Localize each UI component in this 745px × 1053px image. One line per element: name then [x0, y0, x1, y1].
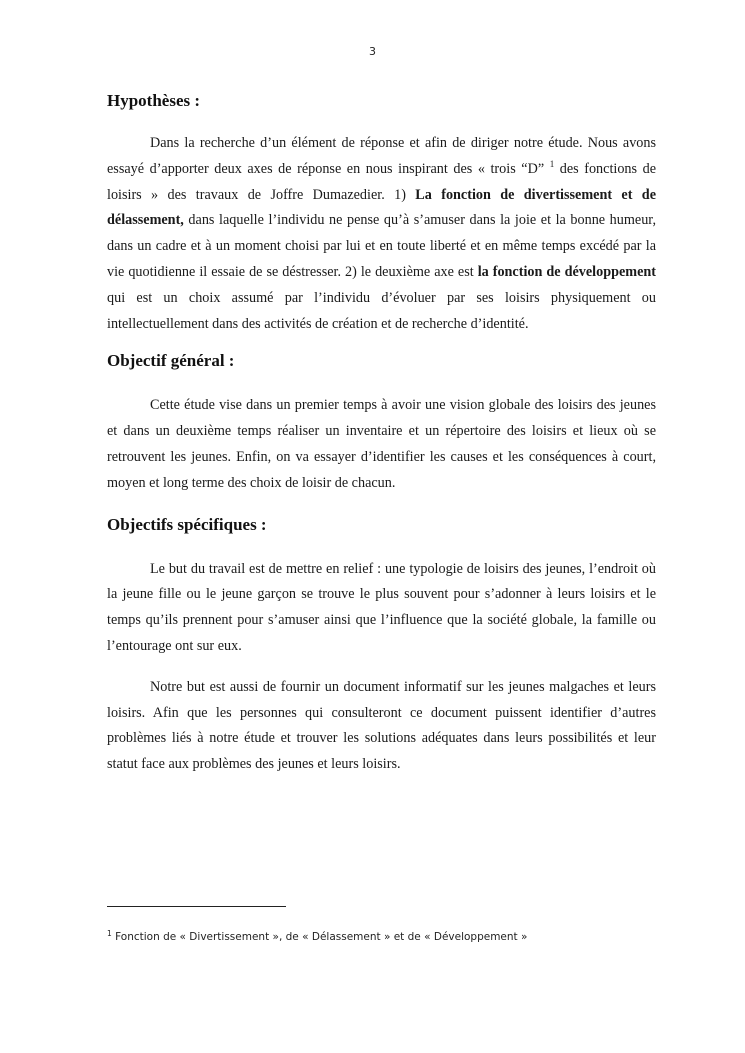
objectif-general-heading: Objectif général :: [107, 351, 235, 371]
footnote-text: Fonction de « Divertissement », de « Délassement » et de « Développement »: [111, 931, 528, 943]
hypotheses-heading: Hypothèses :: [107, 91, 201, 110]
objectifs-specifiques-heading: Objectifs spécifiques :: [107, 514, 267, 534]
hypotheses-paragraph: [107, 131, 656, 337]
footnote-reference: 1: [549, 158, 555, 169]
footnote-marker: 1: [107, 929, 112, 938]
footnote-separator: [107, 906, 286, 907]
objectif-general-paragraph: Cette étude vise dans un premier temps à avoir une vision globale des loisirs des jeunes et dans un deuxième temps réaliser un inventaire et un répertoire des loisirs et lieux où se retrouvent les jeunes. Enfin, on va essayer d’identifier les causes et les conséquences à court, moyen et long terme des choix de loisir de chacun.: [107, 397, 656, 491]
page-content: [107, 90, 656, 778]
hypotheses-bold-divertissement: La fonction de divertissement et de délassement,: [107, 186, 656, 229]
page-number: 3: [369, 45, 376, 58]
hypotheses-text-c: dans laquelle l’individu ne pense qu’à s’amuser dans la joie et la bonne humeur, dans un cadre et à un moment choisi par lui et en toute liberté et en même temps excédé par la vie quotidienne il essaie de se déstresser. 2) le deuxième axe est: [107, 212, 656, 280]
hypotheses-text-d: qui est un choix assumé par l’individu d’évoluer par ses loisirs physiquement ou intellectuellement dans des activités de création et de recherche d’identité.: [107, 289, 656, 332]
hypotheses-bold-developpement: la fonction de développement: [477, 263, 656, 280]
hypotheses-text-b: des fonctions de loisirs » des travaux de Joffre Dumazedier. 1): [107, 160, 656, 203]
objectifs-specifiques-paragraph-2: Notre but est aussi de fournir un document informatif sur les jeunes malgaches et leurs loisirs. Afin que les personnes qui consulteront ce document puissent identifier d’autres problèmes liés à notre étude et trouver les solutions adéquates dans leurs possibilités et leur statut face aux problèmes des jeunes et leurs loisirs.: [107, 678, 656, 773]
objectifs-specifiques-paragraph-1: Le but du travail est de mettre en relief : une typologie de loisirs des jeunes, l’endroit où la jeune fille ou le jeune garçon se trouve le plus souvent pour s’adonner à leurs loisirs et le temps qu’ils prennent pour s’amuser ainsi que l’influence que la société globale, la famille ou l’entourage ont sur eux.: [107, 560, 656, 654]
hypotheses-text-a: Dans la recherche d’un élément de réponse et afin de diriger notre étude. Nous avons essayé d’apporter deux axes de réponse en nous inspirant des « trois “D”: [107, 135, 656, 177]
footnote: [107, 931, 527, 943]
